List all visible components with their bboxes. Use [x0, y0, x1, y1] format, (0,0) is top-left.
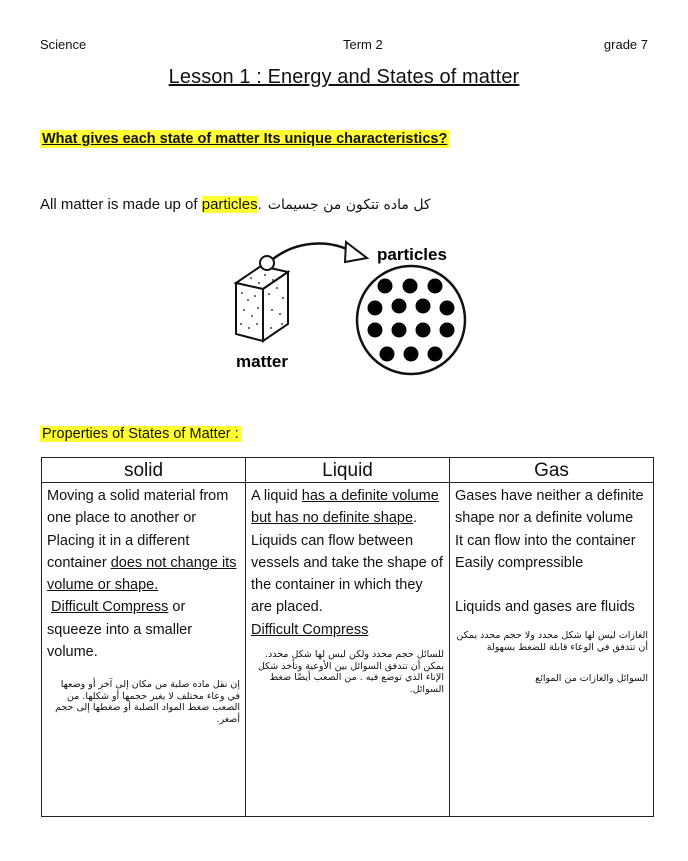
liquid-underlined-2: Difficult Compress [251, 621, 369, 638]
intro-arabic: كل ماده تتكون من جسيمات [267, 197, 431, 213]
solid-arabic: إن نقل ماده صلبة من مكان إلى آخر أو وضعها في وعاء مختلف لا يغير حجمها أو شكلها. من الصعب ضغط المواد الصلبة أو ضغطها إلى حجم أصغر. [55, 679, 240, 725]
matter-particles-figure [215, 238, 475, 383]
solid-cell [42, 483, 246, 817]
header-liquid: Liquid [246, 458, 450, 483]
intro-sentence [40, 196, 431, 213]
particles-circle-icon [357, 266, 465, 374]
liquid-underlined-1: has a definite volume but has no definite shape [251, 488, 439, 527]
solid-underlined-1: does not change its volume or shape. [47, 554, 237, 594]
matter-label: matter [236, 352, 288, 371]
matter-cube-icon [236, 266, 288, 341]
header-term: Term 2 [343, 37, 383, 52]
solid-text-1: Moving a solid material from one place to another or Placing it in a different container [47, 488, 229, 571]
gas-text-4: Liquids and gases are fluids [455, 599, 635, 616]
gas-text-1: Gases have neither a definite shape nor a definite volume [455, 488, 644, 527]
matter-diagram [215, 238, 475, 378]
header-grade: grade 7 [603, 37, 648, 52]
magnifier-icon [260, 256, 274, 270]
states-of-matter-table [41, 457, 654, 817]
intro-highlight: particles [201, 196, 258, 213]
liquid-arabic: للسائل حجم محدد ولكن ليس لها شكل محدد. يمكن أن تتدفق السوائل بين الأوعية وتأخذ شكل الإناء الذي توضع فيه . من الصعب أيضًا ضغط السوائل. [257, 649, 444, 695]
header-solid: solid [42, 458, 246, 483]
properties-label: Properties of States of Matter : [42, 426, 239, 442]
liquid-text-1: A liquid [251, 488, 302, 504]
liquid-cell [246, 483, 450, 817]
table-row [42, 483, 654, 817]
solid-text-2: or squeeze into a smaller volume. [47, 599, 193, 661]
intro-text: All matter is made up of [40, 196, 202, 213]
gas-cell [450, 483, 654, 817]
header-gas: Gas [450, 458, 654, 483]
gas-text-2: It can flow into the container [455, 532, 636, 549]
liquid-text-2: . Liquids can flow between vessels and take the shape of the container in which they are placed. [251, 510, 443, 616]
gas-arabic-1: الغازات ليس لها شكل محدد ولا حجم محدد يمكن أن تتدفق في الوعاء قابلة للضغط بسهولة [456, 630, 648, 653]
intro-period: . [257, 196, 262, 213]
header-subject: Science [40, 37, 87, 52]
solid-underlined-2: Difficult Compress [51, 599, 169, 616]
arrow-icon [273, 244, 353, 259]
lesson-title: Lesson 1 : Energy and States of matter [168, 66, 520, 88]
guiding-question: What gives each state of matter Its unique characteristics? [42, 131, 448, 147]
table-header-row [42, 458, 654, 483]
gas-text-3: Easily compressible [455, 554, 584, 571]
particles-label: particles [377, 245, 447, 264]
gas-arabic-2: السوائل والغازات من الموائع [535, 673, 648, 685]
